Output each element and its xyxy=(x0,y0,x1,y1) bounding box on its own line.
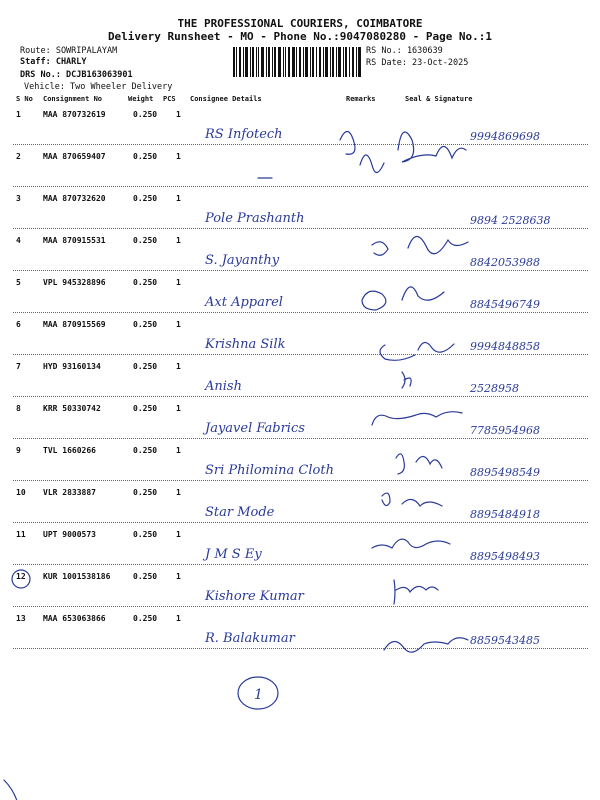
col-consignment: Consignment No xyxy=(43,95,103,103)
handwritten-consignee: R. Balakumar xyxy=(205,631,295,646)
row-weight: 0.250 xyxy=(133,362,158,371)
signature-scribble xyxy=(372,539,450,548)
handwritten-consignee: J M S Ey xyxy=(205,547,262,562)
row-weight: 0.250 xyxy=(133,152,158,161)
corner-tick-mark xyxy=(4,780,18,800)
row-sno: 9 xyxy=(16,446,21,455)
signature-scribble xyxy=(382,493,442,506)
handwritten-phone: 2528958 xyxy=(470,382,519,395)
rs-date: RS Date: 23-Oct-2025 xyxy=(366,58,469,68)
handwritten-consignee: Axt Apparel xyxy=(205,295,283,310)
signature-scribble xyxy=(362,287,444,310)
signature-scribble xyxy=(372,236,468,255)
row-weight: 0.250 xyxy=(133,614,158,623)
runsheet-subtitle: Delivery Runsheet - MO - Phone No.:9047080280 - Page No.:1 xyxy=(107,30,493,43)
row-weight: 0.250 xyxy=(133,572,158,581)
handwritten-phone: 8895484918 xyxy=(470,508,540,521)
col-seal-signature: Seal & Signature xyxy=(405,95,473,103)
row-consignment-no: MAA 870915569 xyxy=(43,320,106,329)
row-pcs: 1 xyxy=(176,614,181,623)
row-weight: 0.250 xyxy=(133,236,158,245)
row-consignment-no: VLR 2833887 xyxy=(43,488,96,497)
row-pcs: 1 xyxy=(176,152,181,161)
row-weight: 0.250 xyxy=(133,404,158,413)
row-pcs: 1 xyxy=(176,236,181,245)
handwritten-consignee: Krishna Silk xyxy=(205,337,286,352)
handwritten-phone: 8845496749 xyxy=(470,298,540,311)
row-weight: 0.250 xyxy=(133,446,158,455)
circle-mark-row-12 xyxy=(12,570,30,588)
row-pcs: 1 xyxy=(176,320,181,329)
handwritten-phone: 8895498493 xyxy=(470,550,540,563)
row-pcs: 1 xyxy=(176,404,181,413)
rs-number: RS No.: 1630639 xyxy=(366,46,443,56)
row-weight: 0.250 xyxy=(133,488,158,497)
row-sno: 3 xyxy=(16,194,21,203)
row-sno: 4 xyxy=(16,236,21,245)
handwritten-consignee: Jayavel Fabrics xyxy=(205,421,305,436)
drs-number: DRS No.: DCJB163063901 xyxy=(20,70,133,80)
row-consignment-no: HYD 93160134 xyxy=(43,362,101,371)
signature-scribble xyxy=(402,372,411,388)
handwritten-consignee: Star Mode xyxy=(205,505,275,520)
signature-scribble xyxy=(398,132,466,162)
row-sno: 10 xyxy=(16,488,26,497)
row-pcs: 1 xyxy=(176,278,181,287)
row-sno: 12 xyxy=(16,572,26,581)
handwritten-consignee: Pole Prashanth xyxy=(205,211,305,226)
col-consignee: Consignee Details xyxy=(190,95,262,103)
vehicle-label: Vehicle: Two Wheeler Delivery xyxy=(24,82,173,92)
row-pcs: 1 xyxy=(176,446,181,455)
row-consignment-no: KUR 1001538186 xyxy=(43,572,111,581)
row-weight: 0.250 xyxy=(133,278,158,287)
row-sno: 2 xyxy=(16,152,21,161)
handwritten-phone: 9894 2528638 xyxy=(470,214,551,227)
row-pcs: 1 xyxy=(176,488,181,497)
row-sno: 5 xyxy=(16,278,21,287)
row-sno: 11 xyxy=(16,530,26,539)
handwritten-consignee: Kishore Kumar xyxy=(205,589,304,604)
col-weight: Weight xyxy=(128,95,154,103)
row-consignment-no: MAA 870659407 xyxy=(43,152,106,161)
row-consignment-no: MAA 653063866 xyxy=(43,614,106,623)
handwritten-consignee: RS Infotech xyxy=(205,127,283,142)
row-consignment-no: VPL 945328896 xyxy=(43,278,106,287)
handwritten-phone: 7785954968 xyxy=(470,424,540,437)
signature-scribble xyxy=(340,131,384,172)
row-consignment-no: MAA 870915531 xyxy=(43,236,106,245)
handwritten-consignee: Sri Philomina Cloth xyxy=(205,463,334,478)
row-consignment-no: MAA 870732619 xyxy=(43,110,106,119)
handwritten-phone: 8859543485 xyxy=(470,634,540,647)
signature-scribble xyxy=(380,342,454,360)
staff-label: Staff: CHARLY xyxy=(20,57,87,67)
row-pcs: 1 xyxy=(176,572,181,581)
row-pcs: 1 xyxy=(176,110,181,119)
handwritten-phone: 8842053988 xyxy=(470,256,540,269)
signature-scribble xyxy=(396,454,442,474)
row-pcs: 1 xyxy=(176,362,181,371)
col-sno: S No xyxy=(16,95,33,103)
row-sno: 8 xyxy=(16,404,21,413)
row-sno: 6 xyxy=(16,320,21,329)
row-consignment-no: UPT 9000573 xyxy=(43,530,96,539)
col-remarks: Remarks xyxy=(346,95,376,103)
row-sno: 7 xyxy=(16,362,21,371)
company-title: THE PROFESSIONAL COURIERS, COIMBATORE xyxy=(177,17,423,30)
row-weight: 0.250 xyxy=(133,530,158,539)
handwritten-consignee: S. Jayanthy xyxy=(205,253,280,268)
row-pcs: 1 xyxy=(176,194,181,203)
handwritten-phone: 9994869698 xyxy=(470,130,540,143)
signature-scribble xyxy=(394,580,438,604)
row-weight: 0.250 xyxy=(133,194,158,203)
handwritten-phone: 9994848858 xyxy=(470,340,540,353)
row-pcs: 1 xyxy=(176,530,181,539)
row-consignment-no: KRR 50330742 xyxy=(43,404,101,413)
handwritten-consignee: Anish xyxy=(205,379,242,394)
row-sno: 13 xyxy=(16,614,26,623)
row-sno: 1 xyxy=(16,110,21,119)
margin-number-mark: 1 xyxy=(254,687,263,703)
route-label: Route: SOWRIPALAYAM xyxy=(20,46,118,56)
row-weight: 0.250 xyxy=(133,320,158,329)
col-pcs: PCS xyxy=(163,95,176,103)
row-consignment-no: TVL 1660266 xyxy=(43,446,96,455)
signature-scribble xyxy=(372,412,462,425)
row-consignment-no: MAA 870732620 xyxy=(43,194,106,203)
signature-scribble xyxy=(384,638,468,652)
row-weight: 0.250 xyxy=(133,110,158,119)
handwritten-phone: 8895498549 xyxy=(470,466,540,479)
